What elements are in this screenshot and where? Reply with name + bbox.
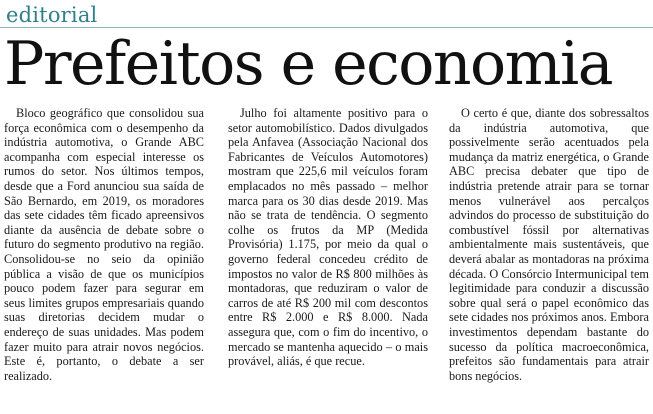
- article-column-2: [228, 106, 428, 369]
- column-2-paragraph: Julho foi altamente positivo para o setor automobilístico. Dados divulgados pela Anfavea (Associação Nacional dos Fabricantes de Veículos Automotores) mostram que 225,6 mil veículos foram emplacados no mês passado – melhor marca para os 30 dias desde 2019. Mas não se trata de tendência. O segmento colhe os frutos da MP (Medida Provisória) 1.175, por meio da qual o governo federal concedeu crédito de impostos no valor de R$ 800 milhões às montadoras, que reduziram o valor de carros de até R$ 200 mil com descontos entre R$ 2.000 e R$ 8.000. Nada assegura que, com o fim do incentivo, o mercado se mantenha aquecido – o mais provável, aliás, é que recue.: [228, 106, 428, 369]
- article-column-1: [4, 106, 204, 383]
- section-divider: [0, 27, 653, 28]
- column-3-paragraph: O certo é que, diante dos sobressaltos da indústria automotiva, que possivelmente serão acentuados pela mudança da matriz energética, o Grande ABC precisa debater que tipo de indústria pretende atrair para se tornar menos vulnerável aos percalços advindos do processo de substituição do combustível fóssil por alternativas ambientalmente mais sustentáveis, que deverá abalar as montadoras na próxima década. O Consórcio Intermunicipal tem legitimidade para conduzir a discussão sobre qual será o papel econômico das sete cidades nos próximos anos. Embora investimentos dependam bastante do sucesso da política macroeconômica, prefeitos são fundamentais para atrair bons negócios.: [449, 106, 649, 383]
- article-column-3: [449, 106, 649, 383]
- section-label: editorial: [6, 3, 98, 27]
- headline: Prefeitos e economia: [4, 29, 612, 99]
- column-1-paragraph: Bloco geográfico que consolidou sua força econômica com o desempenho da indústria automotiva, o Grande ABC acompanha com especial interesse os rumos do setor. Nos últimos tempos, desde que a Ford anunciou sua saída de São Bernardo, em 2019, os moradores das sete cidades têm ficado apreensivos diante da ausência de debate sobre o futuro do segmento produtivo na região. Consolidou-se no seio da opinião pública a visão de que os municípios pouco podem fazer para segurar em seus limites grupos empresariais quando suas diretorias decidem mudar o endereço de suas unidades. Mas podem fazer muito para atrair novos negócios. Este é, portanto, o debate a ser realizado.: [4, 106, 204, 383]
